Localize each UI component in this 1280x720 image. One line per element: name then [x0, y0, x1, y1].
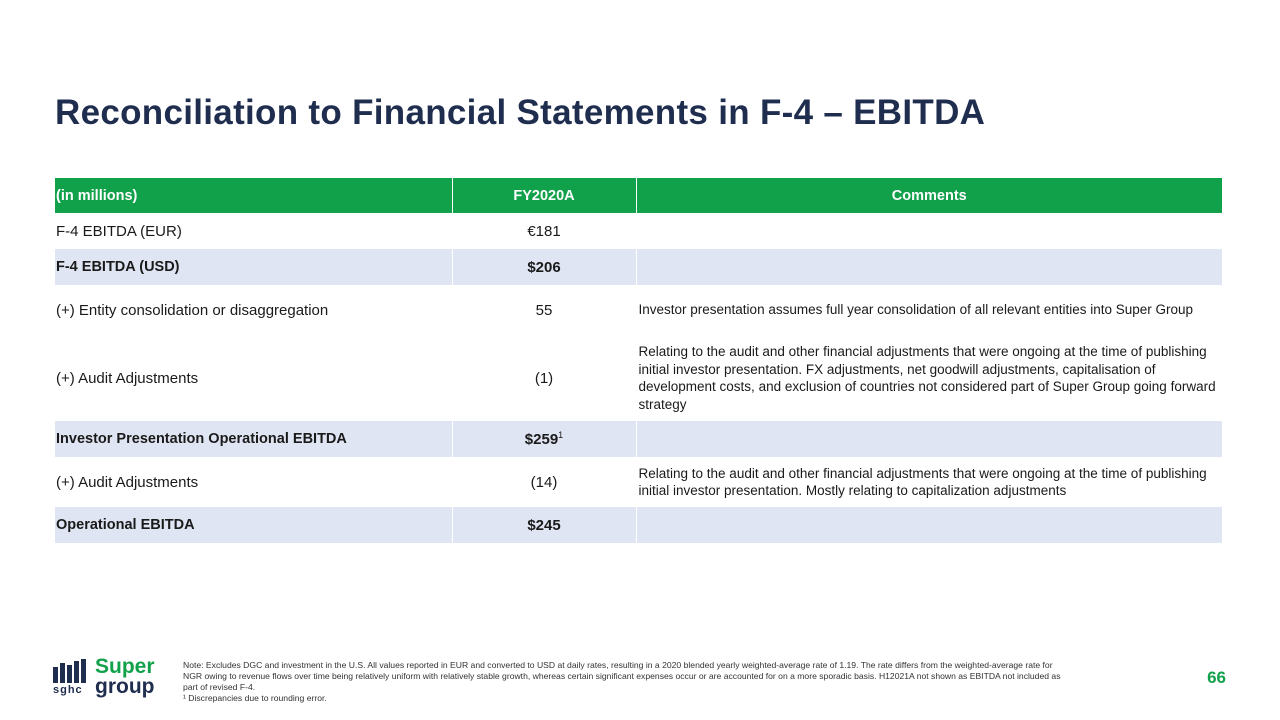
row-comment: Relating to the audit and other financial adjustments that were ongoing at the time of publishing initial investor presentation. FX adjustments, net goodwill adjustments, capitalisation of development costs, and exclusion of countries not considered part of Super Group going forward strategy [638, 344, 1216, 412]
table-row [55, 421, 1222, 457]
logo-super: Super [95, 655, 155, 678]
footnote-marker: 1 [558, 429, 564, 440]
logo-sghc: sghc [53, 684, 83, 696]
row-label: (+) Audit Adjustments [55, 457, 452, 507]
header-units: (in millions) [55, 178, 452, 213]
table-row [55, 507, 1222, 543]
row-value: 55 [452, 285, 636, 335]
value-text: $259 [524, 430, 559, 448]
row-comment: Investor presentation assumes full year consolidation of all relevant entities into Super Group [638, 302, 1194, 318]
row-label: F-4 EBITDA (USD) [55, 249, 452, 285]
footnote-note: Note: Excludes DGC and investment in the U.S. All values reported in EUR and converted to USD at daily rates, resulting in a 2020 blended yearly weighted-average rate of 1.19. The rate differs from the weighted-average rate for NGR owing to revenue flows over time being relatively uniform with relatively stable growth, whereas certain significant expenses occur or are accounted for on a more sporadic basis. H12021A not shown as EBITDA not included as part of revised F-4. [183, 660, 1061, 692]
header-fy2020a: FY2020A [452, 178, 636, 213]
row-comment [636, 421, 1222, 457]
table-row [55, 249, 1222, 285]
super-group-logo [53, 655, 168, 700]
row-label: (+) Entity consolidation or disaggregation [55, 285, 452, 335]
logo-group: group [95, 675, 155, 698]
row-label: Operational EBITDA [55, 507, 452, 543]
row-comment [636, 507, 1222, 543]
row-label: (+) Audit Adjustments [55, 335, 452, 421]
row-value: $245 [452, 507, 636, 543]
row-comment: Relating to the audit and other financial adjustments that were ongoing at the time of publishing initial investor presentation. Mostly relating to capitalization adjustments [638, 465, 1207, 498]
row-value: $206 [452, 249, 636, 285]
header-comments: Comments [636, 178, 1222, 213]
slide-title: Reconciliation to Financial Statements in F-4 – EBITDA [55, 93, 986, 132]
logo-bars-icon [53, 659, 87, 683]
table-row [55, 213, 1222, 249]
footnote-block [183, 660, 1063, 704]
table-row [55, 285, 1222, 335]
row-label: F-4 EBITDA (EUR) [55, 213, 452, 249]
row-value [452, 421, 636, 457]
row-value: (14) [452, 457, 636, 507]
row-value: (1) [452, 335, 636, 421]
row-value: €181 [452, 213, 636, 249]
row-comment [636, 249, 1222, 285]
table-header-row [55, 178, 1222, 213]
row-label: Investor Presentation Operational EBITDA [55, 421, 452, 457]
footnote-rounding: ¹ Discrepancies due to rounding error. [183, 693, 327, 703]
row-comment [636, 213, 1222, 249]
reconciliation-table [55, 178, 1222, 543]
table-row [55, 335, 1222, 421]
table-row [55, 457, 1222, 507]
page-number: 66 [1207, 668, 1226, 687]
